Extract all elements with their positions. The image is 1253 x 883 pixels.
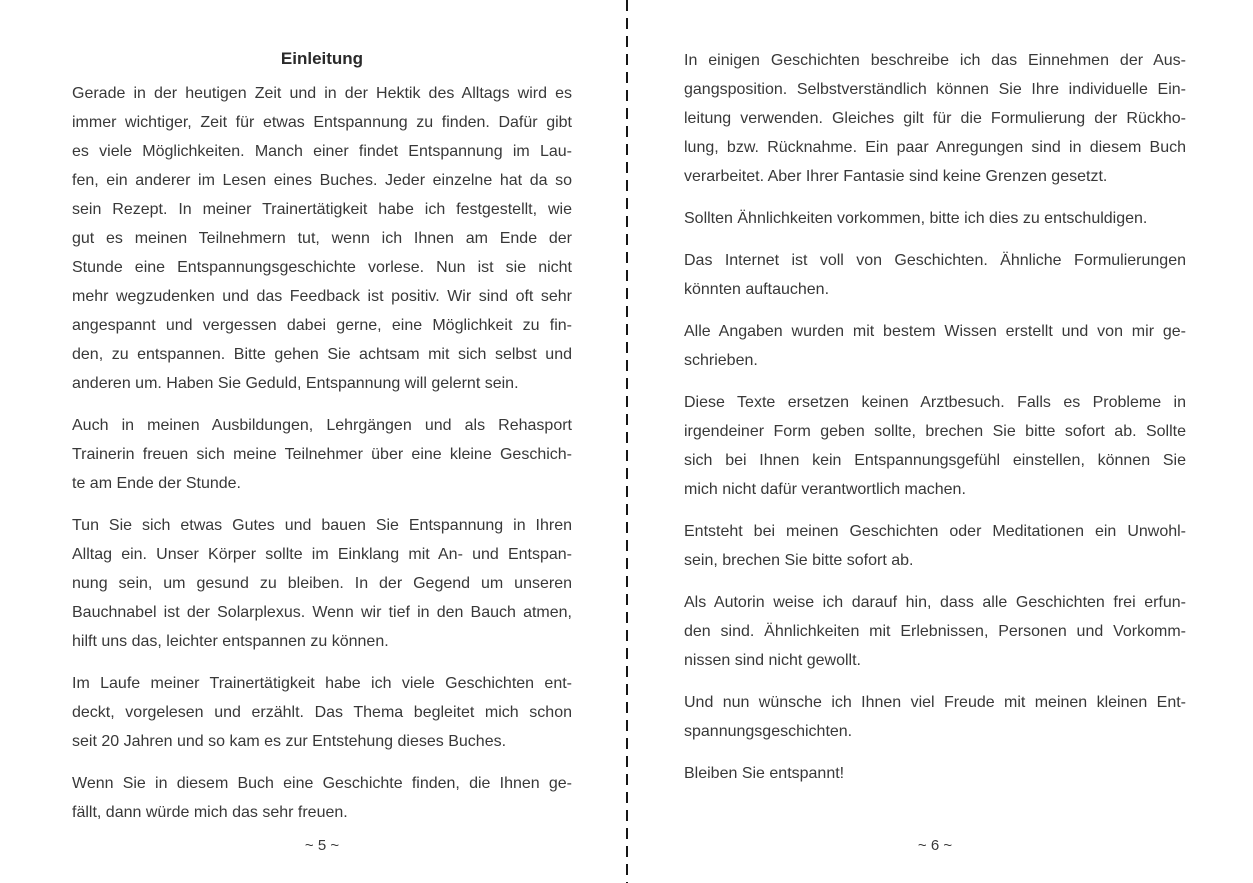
page-divider: [626, 0, 628, 883]
text-line: fällt, dann würde mich das sehr freuen.: [72, 804, 348, 821]
paragraph: [72, 769, 572, 827]
text-line: den, zu entspannen. Bitte gehen Sie achtsam mit sich selbst und: [72, 346, 572, 363]
text-line: seit 20 Jahren und so kam es zur Entstehung dieses Buches.: [72, 733, 507, 750]
text-line: deckt, vorgelesen und erzählt. Das Thema begleitet mich schon: [72, 704, 572, 721]
page-number-left: ~ 5 ~: [304, 837, 340, 854]
text-line: sein Rezept. In meiner Trainertätigkeit habe ich festgestellt, wie: [72, 201, 572, 218]
text-line: Bleiben Sie entspannt!: [684, 765, 845, 782]
text-line: Alle Angaben wurden mit bestem Wissen erstellt und von mir ge-: [684, 323, 1186, 340]
text-line: Stunde eine Entspannungsgeschichte vorlese. Nun ist sie nicht: [72, 259, 572, 276]
page-left-content: [72, 79, 572, 827]
text-line: sich bei Ihnen kein Entspannungsgefühl einstellen, können Sie: [684, 452, 1186, 469]
text-line: te am Ende der Stunde.: [72, 475, 241, 492]
text-line: immer wichtiger, Zeit für etwas Entspannung zu finden. Dafür gibt: [72, 114, 572, 131]
text-line: schrieben.: [684, 352, 758, 369]
paragraph: [684, 317, 1186, 375]
text-line: Und nun wünsche ich Ihnen viel Freude mit meinen kleinen Ent-: [684, 694, 1186, 711]
page-number-right: ~ 6 ~: [917, 837, 953, 854]
text-line: fen, ein anderer im Lesen eines Buches. Jeder einzelne hat da so: [72, 172, 572, 189]
text-line: könnten auftauchen.: [684, 281, 830, 298]
text-line: Gerade in der heutigen Zeit und in der Hektik des Alltags wird es: [72, 85, 572, 102]
text-line: gut es meinen Teilnehmern tut, wenn ich Ihnen am Ende der: [72, 230, 572, 247]
text-line: mich nicht dafür verantwortlich machen.: [684, 481, 966, 498]
page-right-content: [684, 46, 1186, 788]
paragraph: [72, 669, 572, 756]
text-line: nissen sind nicht gewollt.: [684, 652, 861, 669]
text-line: angespannt und vergessen dabei gerne, eine Möglichkeit zu fin-: [72, 317, 572, 334]
text-line: Als Autorin weise ich darauf hin, dass alle Geschichten frei erfun-: [684, 594, 1186, 611]
text-line: hilft uns das, leichter entspannen zu können.: [72, 633, 389, 650]
paragraph: [72, 79, 572, 398]
paragraph: [684, 204, 1186, 233]
text-line: nung sein, um gesund zu bleiben. In der Gegend um unseren: [72, 575, 572, 592]
text-line: Diese Texte ersetzen keinen Arztbesuch. Falls es Probleme in: [684, 394, 1186, 411]
text-line: leitung verwenden. Gleiches gilt für die Formulierung der Rückho-: [684, 110, 1186, 127]
text-line: verarbeitet. Aber Ihrer Fantasie sind keine Grenzen gesetzt.: [684, 168, 1108, 185]
paragraph: [72, 511, 572, 656]
text-line: In einigen Geschichten beschreibe ich das Einnehmen der Aus-: [684, 52, 1186, 69]
text-line: sein, brechen Sie bitte sofort ab.: [684, 552, 914, 569]
text-line: spannungsgeschichten.: [684, 723, 853, 740]
paragraph: [684, 759, 1186, 788]
paragraph: [684, 517, 1186, 575]
paragraph: [684, 588, 1186, 675]
text-line: anderen um. Haben Sie Geduld, Entspannung will gelernt sein.: [72, 375, 519, 392]
text-line: Alltag ein. Unser Körper sollte im Einklang mit An- und Entspan-: [72, 546, 572, 563]
paragraph: [684, 246, 1186, 304]
text-line: Auch in meinen Ausbildungen, Lehrgängen und als Rehasport: [72, 417, 572, 434]
text-line: Trainerin freuen sich meine Teilnehmer über eine kleine Geschich-: [72, 446, 572, 463]
text-line: mehr wegzudenken und das Feedback ist positiv. Wir sind oft sehr: [72, 288, 572, 305]
text-line: gangsposition. Selbstverständlich können Sie Ihre individuelle Ein-: [684, 81, 1186, 98]
paragraph: [684, 688, 1186, 746]
page-right: [684, 46, 1186, 801]
text-line: Das Internet ist voll von Geschichten. Ähnliche Formulierungen: [684, 252, 1186, 269]
paragraph: [684, 388, 1186, 504]
page-title: Einleitung: [280, 49, 364, 68]
page-left: [72, 44, 572, 840]
text-line: Bauchnabel ist der Solarplexus. Wenn wir tief in den Bauch atmen,: [72, 604, 572, 621]
text-line: es viele Möglichkeiten. Manch einer findet Entspannung im Lau-: [72, 143, 572, 160]
text-line: Sollten Ähnlichkeiten vorkommen, bitte ich dies zu entschuldigen.: [684, 210, 1148, 227]
text-line: Entsteht bei meinen Geschichten oder Meditationen ein Unwohl-: [684, 523, 1186, 540]
paragraph: [684, 46, 1186, 191]
paragraph: [72, 411, 572, 498]
text-line: irgendeiner Form geben sollte, brechen Sie bitte sofort ab. Sollte: [684, 423, 1186, 440]
text-line: Tun Sie sich etwas Gutes und bauen Sie Entspannung in Ihren: [72, 517, 572, 534]
text-line: den sind. Ähnlichkeiten mit Erlebnissen, Personen und Vorkomm-: [684, 623, 1186, 640]
text-line: Wenn Sie in diesem Buch eine Geschichte finden, die Ihnen ge-: [72, 775, 572, 792]
text-line: lung, bzw. Rücknahme. Ein paar Anregungen sind in diesem Buch: [684, 139, 1186, 156]
text-line: Im Laufe meiner Trainertätigkeit habe ich viele Geschichten ent-: [72, 675, 572, 692]
